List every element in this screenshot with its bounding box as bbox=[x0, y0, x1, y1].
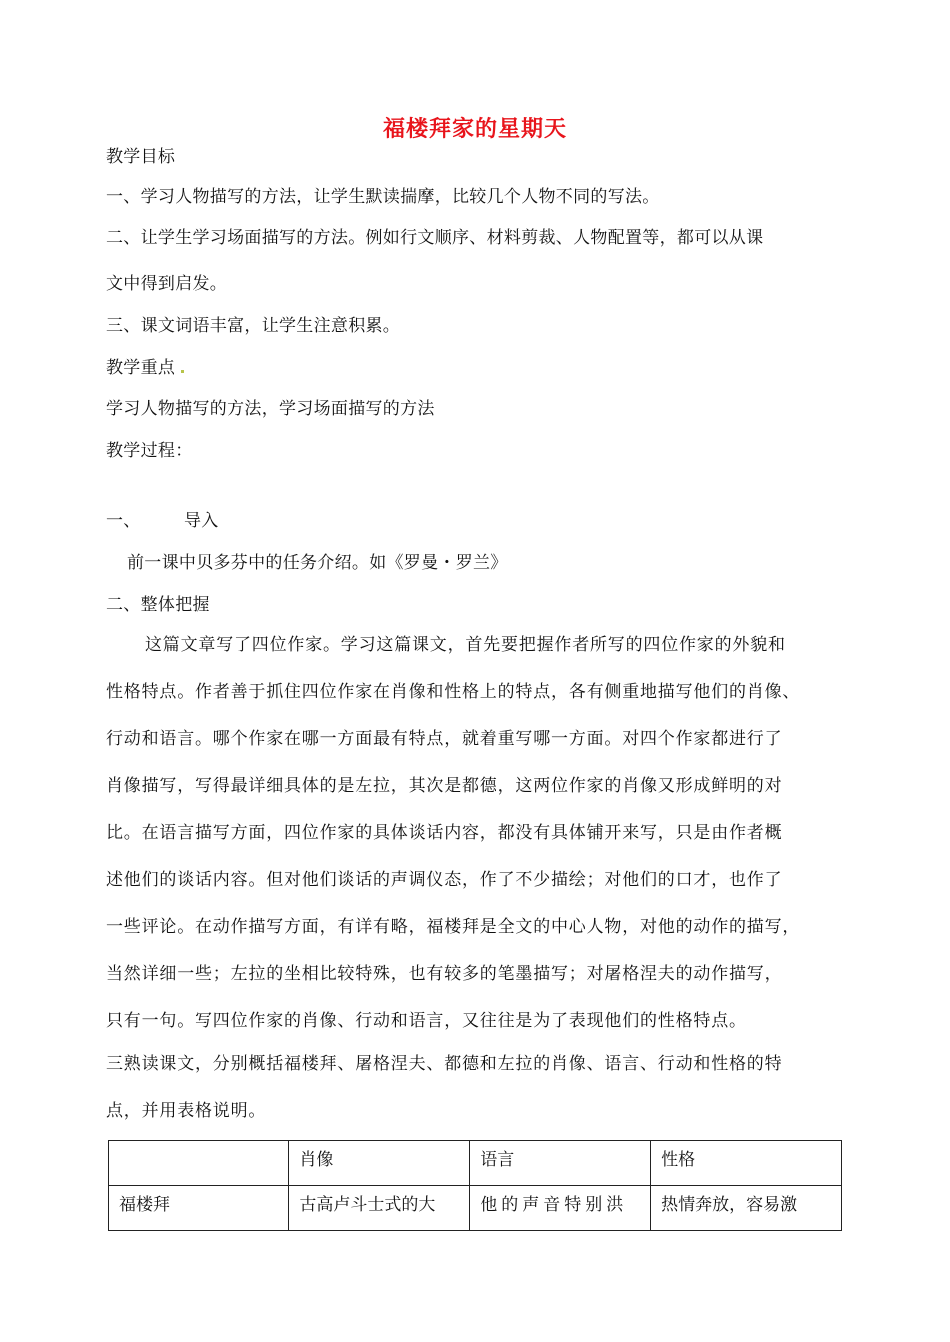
keypoints-text: 学习人物描写的方法，学习场面描写的方法 bbox=[106, 399, 435, 419]
table-cell: 热情奔放，容易激 bbox=[651, 1186, 842, 1231]
paragraph-line: 当然详细一些；左拉的坐相比较特殊，也有较多的笔墨描写；对屠格涅夫的动作描写， bbox=[106, 964, 783, 984]
table-header-cell: 肖像 bbox=[289, 1141, 470, 1186]
section-heading-process: 教学过程： bbox=[106, 441, 193, 461]
paragraph-line: 肖像描写，写得最详细具体的是左拉，其次是都德，这两位作家的肖像又形成鲜明的对 bbox=[106, 776, 783, 796]
document-title: 福楼拜家的星期天 bbox=[382, 117, 567, 142]
paragraph-line: 行动和语言。哪个作家在哪一方面最有特点，就着重写哪一方面。对四个作家都进行了 bbox=[106, 729, 783, 749]
paragraph-line: 只有一句。写四位作家的肖像、行动和语言，又往往是为了表现他们的性格特点。 bbox=[106, 1011, 747, 1031]
paragraph-line: 比。在语言描写方面，四位作家的具体谈话内容，都没有具体铺开来写，只是由作者概 bbox=[106, 823, 783, 843]
keypoints-label: 教学重点 bbox=[106, 358, 176, 378]
table-header-cell bbox=[109, 1141, 289, 1186]
objective-2: 二、让学生学习场面描写的方法。例如行文顺序、材料剪裁、人物配置等，都可以从课 bbox=[106, 228, 764, 248]
step-3-text-cont: 点，并用表格说明。 bbox=[106, 1101, 267, 1121]
section-heading-objectives: 教学目标 bbox=[106, 147, 176, 167]
step-3-text: 三熟读课文，分别概括福楼拜、屠格涅夫、都德和左拉的肖像、语言、行动和性格的特 bbox=[106, 1054, 783, 1074]
section-heading-keypoints bbox=[106, 356, 184, 380]
table-row bbox=[109, 1186, 842, 1231]
table-header-row bbox=[109, 1141, 842, 1186]
step-1-text: 前一课中贝多芬中的任务介绍。如《罗曼・罗兰》 bbox=[127, 553, 508, 573]
table-header-cell: 性格 bbox=[651, 1141, 842, 1186]
paragraph-line: 性格特点。作者善于抓住四位作家在肖像和性格上的特点，各有侧重地描写他们的肖像、 bbox=[106, 682, 801, 702]
step-2-title: 二、整体把握 bbox=[106, 595, 210, 615]
paragraph-line: 一些评论。在动作描写方面，有详有略，福楼拜是全文的中心人物，对他的动作的描写， bbox=[106, 917, 801, 937]
table-cell: 古高卢斗士式的大 bbox=[289, 1186, 470, 1231]
table-cell: 他的声音特别洪 bbox=[470, 1186, 651, 1231]
table-header-cell: 语言 bbox=[470, 1141, 651, 1186]
objective-3: 三、课文词语丰富，让学生注意积累。 bbox=[106, 316, 401, 336]
step-1-title: 导入 bbox=[184, 511, 219, 531]
step-1-number: 一、 bbox=[106, 511, 141, 531]
table-cell: 福楼拜 bbox=[109, 1186, 289, 1231]
objective-2-cont: 文中得到启发。 bbox=[106, 274, 228, 294]
objective-1: 一、学习人物描写的方法，让学生默读揣摩，比较几个人物不同的写法。 bbox=[106, 187, 660, 207]
paragraph-line: 述他们的谈话内容。但对他们谈话的声调仪态，作了不少描绘；对他们的口才，也作了 bbox=[106, 870, 783, 890]
paragraph-line: 这篇文章写了四位作家。学习这篇课文，首先要把握作者所写的四位作家的外貌和 bbox=[145, 635, 786, 655]
characters-table bbox=[108, 1140, 842, 1231]
mark-dot bbox=[181, 370, 184, 373]
